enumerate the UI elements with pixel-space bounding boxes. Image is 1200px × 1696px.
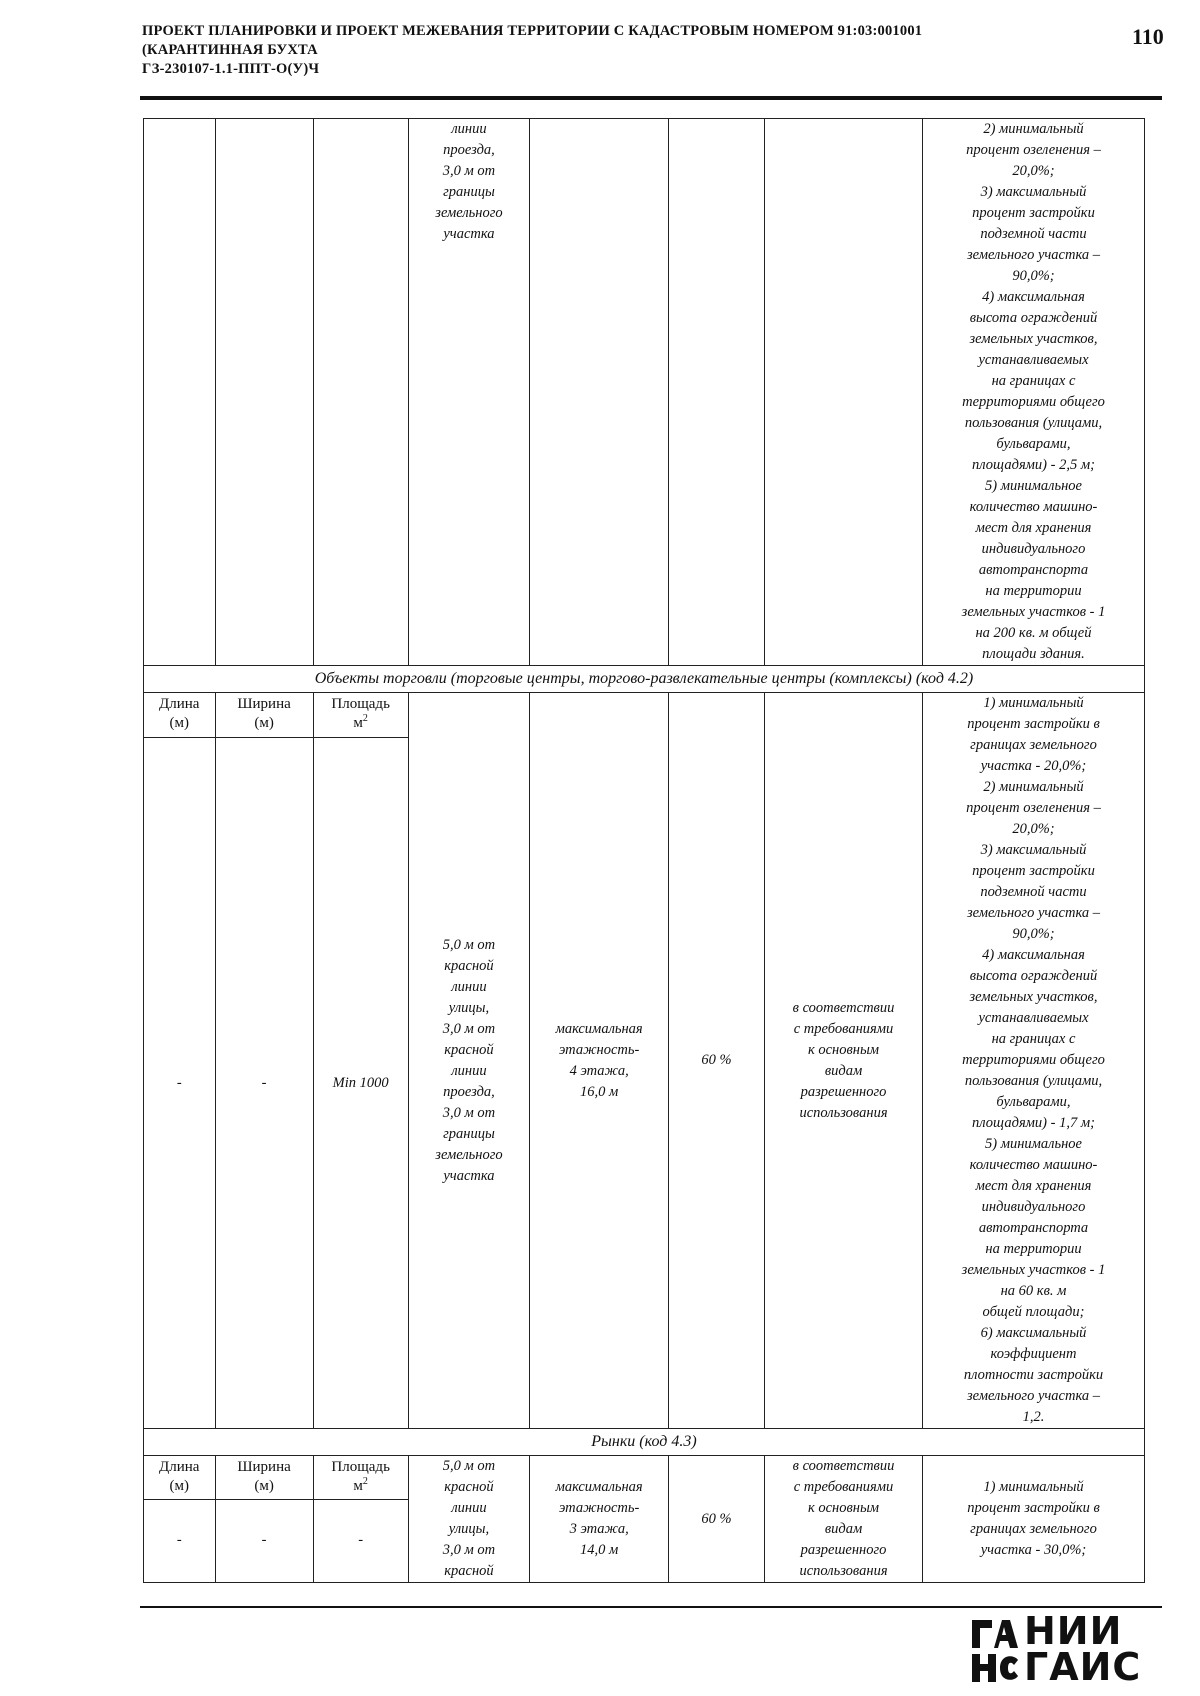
col-header-area: Площадь $м^2$ [313,693,408,738]
trade-coverage-cell: 60 % [669,693,765,1429]
section-row-markets [144,1429,1145,1456]
section-title-markets: Рынки (код 4.3) [144,1429,1145,1456]
markets-width-cell: - [215,1499,313,1582]
trade-requirements-cell: в соответствии с требованиями к основным видам разрешенного использования [765,693,923,1429]
markets-setback-cell: 5,0 м от красной линии улицы, 3,0 м от красной [408,1456,530,1583]
col-header-width: Ширина (м) [215,693,313,738]
header-document-code: ГЗ-230107-1.1-ППТ-О(У)Ч [142,61,320,77]
cont-setback-cell: линии проезда, 3,0 м от границы земельного участка [408,119,530,666]
trade-params-cell: 1) минимальный процент застройки в границах земельного участка - 20,0%; 2) минимальный процент озеленения – 20,0%; 3) максимальный процент застройки подземной части земельного участка – 90,0%; 4) максимальная высота ограждений земельных участков, устанавливаемых на границах с территориями общего пользования (улицами, бульварами, площадями) - 1,7 м; 5) минимальное количество машино- мест для хранения индивидуального автотранспорта на территории земельных участков - 1 на 60 кв. м общей площади; 6) максимальный коэффициент плотности застройки земельного участка – 1,2. [922,693,1144,1429]
regulations-table [143,118,1145,1583]
header-divider [140,96,1162,100]
cont-floors-cell [530,119,669,666]
continuation-row [144,119,1145,666]
markets-length-cell: - [144,1499,216,1582]
markets-col-header-length: Длина (м) [144,1456,216,1500]
markets-params-cell: 1) минимальный процент застройки в границах земельного участка - 30,0%; [922,1456,1144,1583]
logo-text-line-1: НИИ [1024,1609,1123,1653]
trade-header-row [144,693,1145,738]
cont-length-cell [144,119,216,666]
page-number: 110 [1132,24,1164,49]
markets-floors-cell: максимальная этажность- 3 этажа, 14,0 м [530,1456,669,1583]
markets-col-header-width: Ширина (м) [215,1456,313,1500]
trade-length-cell: - [144,738,216,1429]
cont-params-cell: 2) минимальный процент озеленения – 20,0%; 3) максимальный процент застройки подземной части земельного участка – 90,0%; 4) максимальная высота ограждений земельных участков, устанавливаемых на границах с территориями общего пользования (улицами, бульварами, площадями) - 2,5 м; 5) минимальное количество машино- мест для хранения индивидуального автотранспорта на территории земельных участков - 1 на 200 кв. м общей площади здания. [922,119,1144,666]
markets-requirements-cell: в соответствии с требованиями к основным видам разрешенного использования [765,1456,923,1583]
col-header-length: Длина (м) [144,693,216,738]
trade-width-cell: - [215,738,313,1429]
logo-text-line-2: ГАИС [1024,1645,1142,1689]
footer-divider [140,1606,1162,1608]
markets-header-row [144,1456,1145,1500]
trade-setback-cell: 5,0 м от красной линии улицы, 3,0 м от красной линии проезда, 3,0 м от границы земельного участка [408,693,530,1429]
cont-area-cell [313,119,408,666]
document-header [142,22,1082,79]
section-row-trade [144,666,1145,693]
cont-coverage-cell [669,119,765,666]
company-logo [970,1609,1160,1690]
trade-area-cell: Min 1000 [313,738,408,1429]
cont-width-cell [215,119,313,666]
section-title-trade: Объекты торговли (торговые центры, торгово-развлекательные центры (комплексы) (код 4.2) [144,666,1145,693]
header-title-line-2: (КАРАНТИННАЯ БУХТА [142,42,318,58]
logo-mark-icon [970,1616,1020,1686]
markets-coverage-cell: 60 % [669,1456,765,1583]
header-title-line-1: ПРОЕКТ ПЛАНИРОВКИ И ПРОЕКТ МЕЖЕВАНИЯ ТЕРРИТОРИИ С КАДАСТРОВЫМ НОМЕРОМ 91:03:001001 [142,23,923,39]
trade-floors-cell: максимальная этажность- 4 этажа, 16,0 м [530,693,669,1429]
markets-col-header-area: Площадь $м^2$ [313,1456,408,1500]
markets-area-cell: - [313,1499,408,1582]
cont-requirements-cell [765,119,923,666]
